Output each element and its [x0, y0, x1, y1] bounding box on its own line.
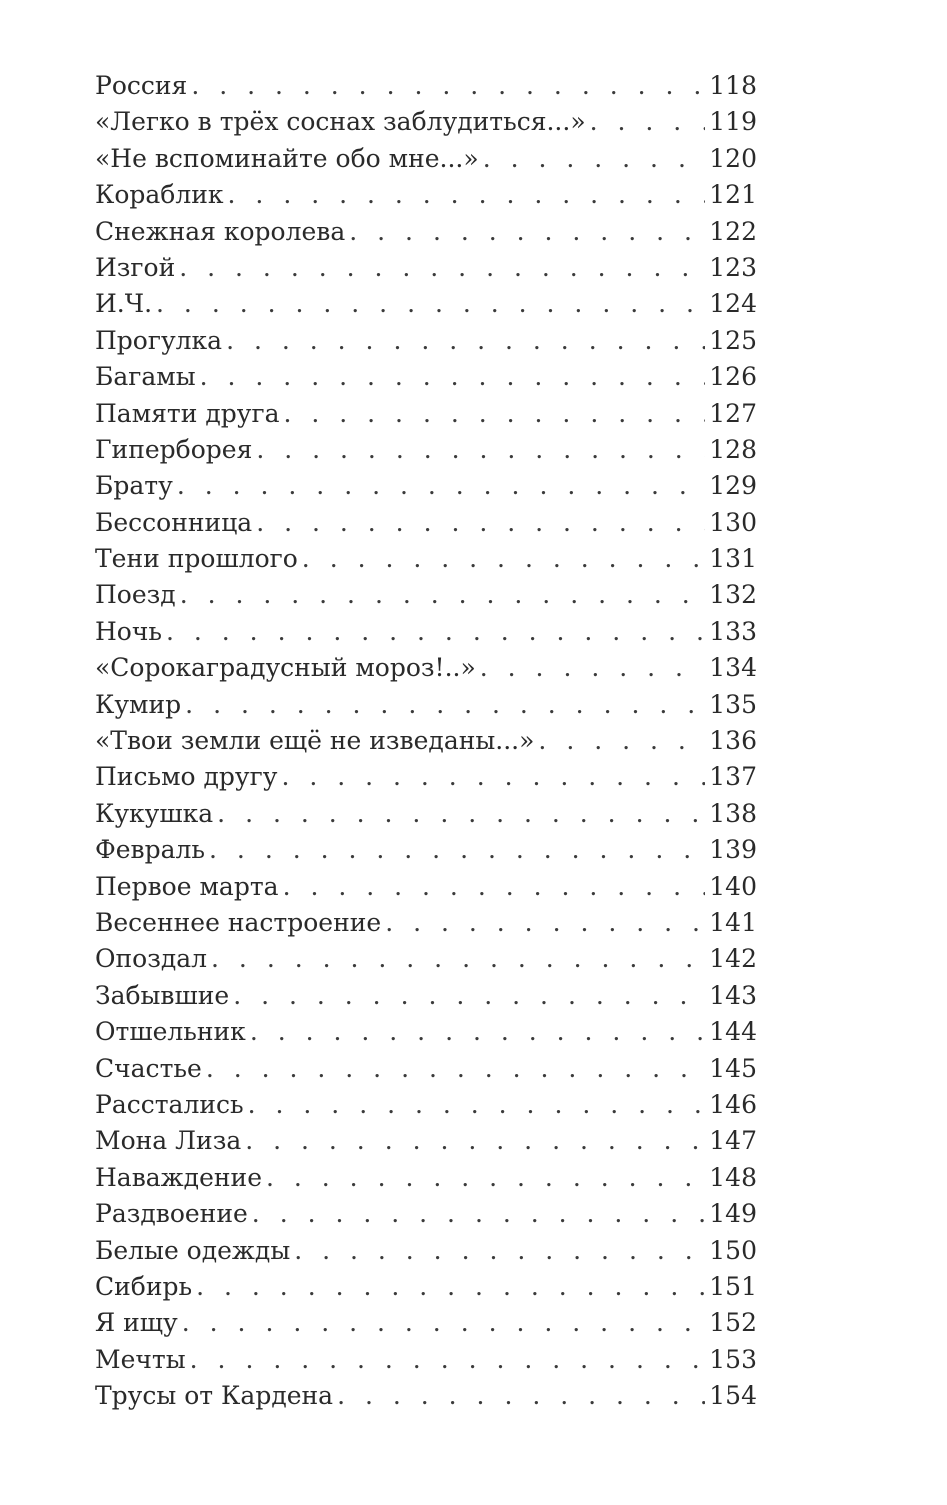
- toc-entry-page-number: 127: [709, 398, 757, 428]
- toc-entry-page-number: 120: [709, 143, 757, 173]
- toc-entry: [95, 723, 757, 759]
- toc-entry-page-number: 124: [709, 289, 757, 319]
- dot-leader: [196, 1269, 705, 1305]
- dot-leader: [385, 905, 705, 941]
- toc-entry-page-number: 118: [709, 71, 757, 100]
- toc-entry: [95, 286, 757, 322]
- toc-entry: [95, 1378, 757, 1414]
- toc-entry-title: Февраль: [95, 835, 206, 865]
- dot-leader: [190, 1342, 705, 1378]
- toc-entry: [95, 1305, 757, 1341]
- toc-entry-title: Россия: [95, 71, 188, 100]
- dot-leader: [538, 723, 705, 759]
- toc-entry: [95, 1233, 757, 1269]
- dot-leader: [483, 141, 705, 177]
- toc-entry: [95, 323, 757, 359]
- toc-entry-title: И.Ч.: [95, 289, 153, 319]
- toc-entry: [95, 796, 757, 832]
- dot-leader: [248, 1087, 705, 1123]
- toc-entry-page-number: 123: [709, 252, 757, 282]
- dot-leader: [209, 832, 705, 868]
- dot-leader: [228, 177, 705, 213]
- toc-entry: [95, 1014, 757, 1050]
- dot-leader: [281, 759, 705, 795]
- toc-entry-title: Бессонница: [95, 507, 253, 537]
- toc-entry-page-number: 151: [709, 1271, 757, 1301]
- toc-entry-page-number: 136: [709, 726, 757, 756]
- toc-entry-page-number: 150: [709, 1235, 757, 1265]
- toc-entry-page-number: 146: [709, 1089, 757, 1119]
- toc-entry-page-number: 135: [709, 689, 757, 719]
- toc-entry-page-number: 147: [709, 1126, 757, 1156]
- toc-entry-title: Весеннее настроение: [95, 907, 382, 937]
- toc-entry-title: «Твои земли ещё не изведаны...»: [95, 726, 535, 756]
- toc-entry-title: Изгой: [95, 252, 176, 282]
- toc-entry: [95, 614, 757, 650]
- toc-entry: [95, 68, 757, 104]
- dot-leader: [283, 869, 705, 905]
- dot-leader: [252, 1196, 705, 1232]
- toc-entry: [95, 432, 757, 468]
- toc-entry: [95, 759, 757, 795]
- toc-entry-page-number: 138: [709, 798, 757, 828]
- toc-entry-title: Сибирь: [95, 1271, 193, 1301]
- toc-entry-page-number: 125: [709, 325, 757, 355]
- toc-entry-title: Мона Лиза: [95, 1126, 242, 1156]
- toc-entry: [95, 214, 757, 250]
- toc-entry-page-number: 141: [709, 907, 757, 937]
- dot-leader: [200, 359, 705, 395]
- toc-entry-page-number: 152: [709, 1308, 757, 1338]
- toc-entry-page-number: 149: [709, 1199, 757, 1229]
- toc-entry-title: Снежная королева: [95, 216, 346, 246]
- toc-entry-title: Наваждение: [95, 1162, 262, 1192]
- toc-entry: [95, 1269, 757, 1305]
- toc-entry-page-number: 148: [709, 1162, 757, 1192]
- toc-entry-title: Ночь: [95, 616, 162, 646]
- dot-leader: [337, 1378, 705, 1414]
- toc-entry-page-number: 129: [709, 471, 757, 501]
- toc-entry: [95, 577, 757, 613]
- toc-entry-title: Раздвоение: [95, 1199, 248, 1229]
- toc-entry-page-number: 142: [709, 944, 757, 974]
- dot-leader: [180, 577, 705, 613]
- dot-leader: [256, 432, 705, 468]
- toc-entry: [95, 250, 757, 286]
- toc-entry-title: Опоздал: [95, 944, 208, 974]
- toc-entry: [95, 104, 757, 140]
- dot-leader: [185, 687, 705, 723]
- toc-entry-title: Брату: [95, 471, 173, 501]
- toc-entry: [95, 1196, 757, 1232]
- dot-leader: [256, 505, 705, 541]
- toc-entry-title: Счастье: [95, 1053, 202, 1083]
- toc-entry: [95, 1051, 757, 1087]
- dot-leader: [590, 104, 705, 140]
- toc-entry-title: Кумир: [95, 689, 182, 719]
- toc-entry-page-number: 154: [709, 1381, 757, 1411]
- dot-leader: [217, 796, 705, 832]
- dot-leader: [182, 1305, 705, 1341]
- toc-entry-page-number: 121: [709, 180, 757, 210]
- toc-entry-title: Тени прошлого: [95, 544, 298, 574]
- dot-leader: [250, 1014, 705, 1050]
- toc-entry-page-number: 143: [709, 980, 757, 1010]
- dot-leader: [156, 286, 705, 322]
- toc-entry-page-number: 139: [709, 835, 757, 865]
- toc-entry-page-number: 128: [709, 434, 757, 464]
- dot-leader: [206, 1051, 705, 1087]
- toc-entry: [95, 1160, 757, 1196]
- toc-entry-page-number: 153: [709, 1344, 757, 1374]
- toc-entry-page-number: 144: [709, 1017, 757, 1047]
- toc-entry-title: Кораблик: [95, 180, 224, 210]
- toc-entry: [95, 141, 757, 177]
- dot-leader: [179, 250, 705, 286]
- toc-entry-title: Поезд: [95, 580, 176, 610]
- toc-entry-page-number: 134: [709, 653, 757, 683]
- toc-entry: [95, 468, 757, 504]
- toc-entry-page-number: 122: [709, 216, 757, 246]
- toc-entry: [95, 396, 757, 432]
- toc-entry: [95, 941, 757, 977]
- toc-entry: [95, 177, 757, 213]
- toc-entry-title: Письмо другу: [95, 762, 278, 792]
- toc-entry-page-number: 131: [709, 544, 757, 574]
- dot-leader: [211, 941, 705, 977]
- toc-entry-title: «Не вспоминайте обо мне...»: [95, 143, 479, 173]
- toc-entry: [95, 541, 757, 577]
- dot-leader: [166, 614, 705, 650]
- toc-entry: [95, 1342, 757, 1378]
- toc-entry-page-number: 130: [709, 507, 757, 537]
- toc-entry: [95, 650, 757, 686]
- toc-entry-title: Трусы от Кардена: [95, 1381, 334, 1411]
- toc-entry-title: Багамы: [95, 362, 196, 392]
- toc-entry-title: «Сорокаградусный мороз!..»: [95, 653, 476, 683]
- toc-entry-title: Белые одежды: [95, 1235, 291, 1265]
- toc-entry-page-number: 133: [709, 616, 757, 646]
- table-of-contents: [95, 68, 757, 1414]
- dot-leader: [177, 468, 705, 504]
- toc-entry-title: Отшельник: [95, 1017, 246, 1047]
- dot-leader: [266, 1160, 705, 1196]
- toc-entry-title: Гиперборея: [95, 434, 253, 464]
- toc-entry-page-number: 140: [709, 871, 757, 901]
- toc-entry-page-number: 145: [709, 1053, 757, 1083]
- dot-leader: [480, 650, 705, 686]
- dot-leader: [245, 1123, 705, 1159]
- toc-entry: [95, 1087, 757, 1123]
- dot-leader: [302, 541, 705, 577]
- toc-entry: [95, 1123, 757, 1159]
- toc-entry-title: Расстались: [95, 1089, 244, 1119]
- toc-entry: [95, 832, 757, 868]
- toc-entry: [95, 905, 757, 941]
- toc-entry: [95, 978, 757, 1014]
- dot-leader: [233, 978, 705, 1014]
- toc-entry-title: «Легко в трёх соснах заблудиться...»: [95, 107, 586, 137]
- toc-entry: [95, 687, 757, 723]
- toc-entry-page-number: 137: [709, 762, 757, 792]
- toc-entry-page-number: 119: [709, 107, 757, 137]
- toc-entry: [95, 505, 757, 541]
- toc-entry-title: Кукушка: [95, 798, 214, 828]
- toc-entry-title: Первое марта: [95, 871, 279, 901]
- dot-leader: [294, 1233, 705, 1269]
- toc-entry-page-number: 126: [709, 362, 757, 392]
- dot-leader: [226, 323, 705, 359]
- dot-leader: [349, 214, 705, 250]
- toc-entry-title: Прогулка: [95, 325, 223, 355]
- toc-entry-title: Мечты: [95, 1344, 186, 1374]
- dot-leader: [191, 68, 705, 104]
- toc-entry-title: Забывшие: [95, 980, 230, 1010]
- toc-entry-title: Я ищу: [95, 1308, 178, 1338]
- toc-entry-page-number: 132: [709, 580, 757, 610]
- toc-entry: [95, 359, 757, 395]
- toc-entry-title: Памяти друга: [95, 398, 280, 428]
- dot-leader: [283, 396, 705, 432]
- toc-entry: [95, 869, 757, 905]
